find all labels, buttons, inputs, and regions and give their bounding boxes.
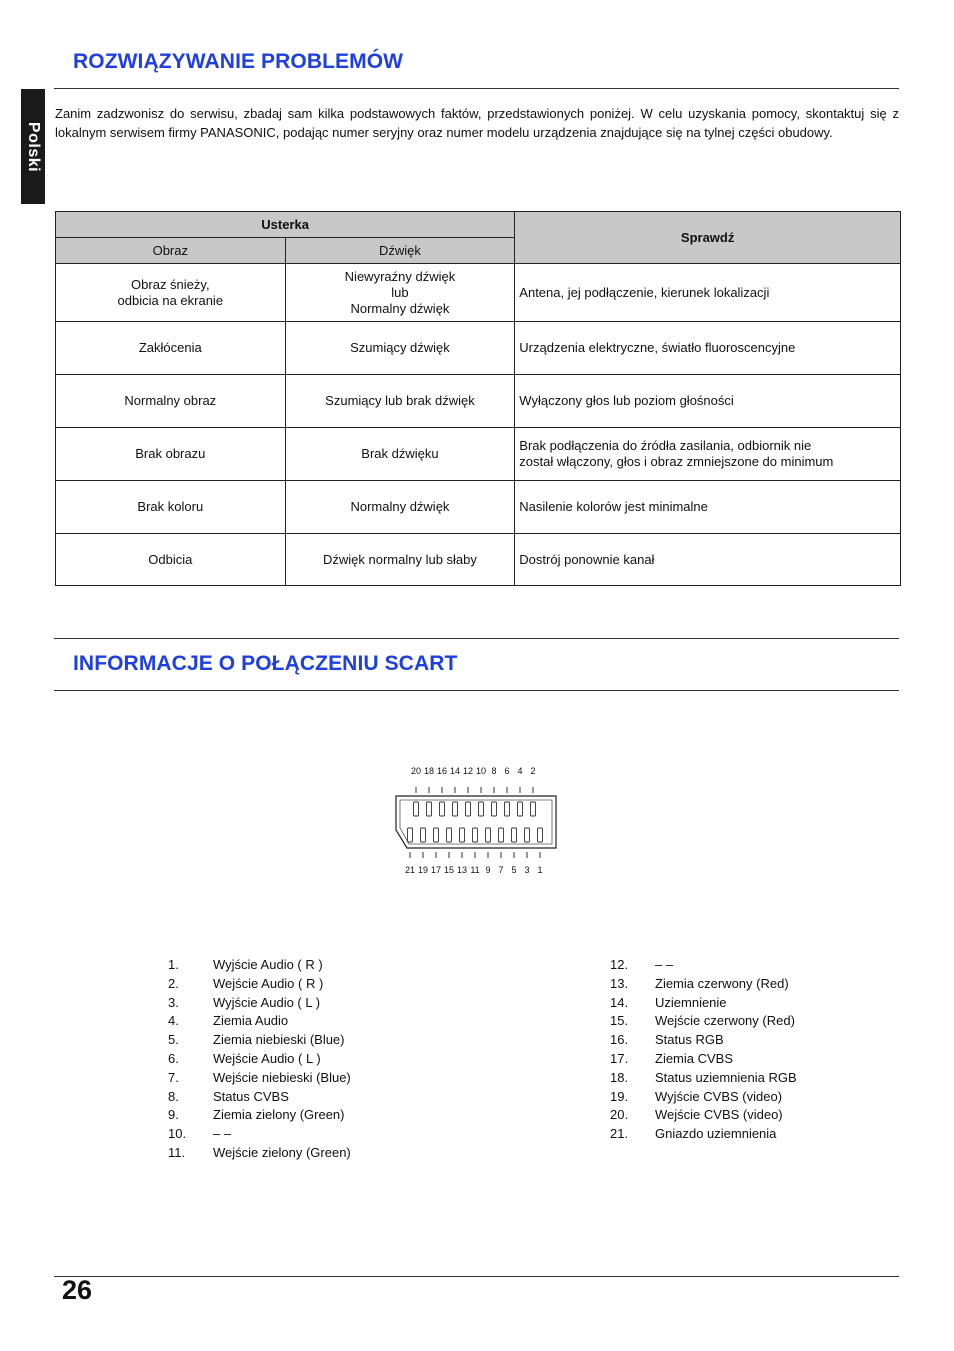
pin-list-right xyxy=(610,956,797,1144)
header-sound: Dźwięk xyxy=(285,238,515,264)
pin-contact-top xyxy=(492,802,497,816)
pin-contact-bottom xyxy=(525,828,530,842)
page-number: 26 xyxy=(62,1275,93,1305)
pin-label: Wejście zielony (Green) xyxy=(213,1144,351,1160)
pin-number: 14. xyxy=(610,994,629,1010)
pin-number: 16. xyxy=(610,1032,629,1048)
pin-contact-bottom xyxy=(499,828,504,842)
pin-contact-bottom xyxy=(434,828,439,842)
pin-contact-top xyxy=(479,802,484,816)
list-item xyxy=(168,975,351,994)
pin-label-bottom: 5 xyxy=(511,865,517,875)
pin-label-bottom: 13 xyxy=(456,865,468,875)
pin-label: Wyjście Audio ( R ) xyxy=(213,957,323,972)
pin-label: Wejście niebieski (Blue) xyxy=(213,1069,351,1085)
heading-rule-2 xyxy=(54,690,899,691)
pin-number: 20. xyxy=(610,1107,629,1123)
pin-contact-top xyxy=(440,802,445,816)
troubleshooting-heading: ROZWIĄZYWANIE PROBLEMÓW xyxy=(73,50,404,73)
pin-label: Ziemia czerwony (Red) xyxy=(655,975,789,991)
pin-label-top: 18 xyxy=(423,766,435,776)
pin-contact-top xyxy=(505,802,510,816)
pin-contact-bottom xyxy=(486,828,491,842)
pin-number: 7. xyxy=(168,1069,179,1085)
table-row xyxy=(56,428,901,481)
pin-label: Wyjście CVBS (video) xyxy=(655,1088,783,1104)
pin-label-top: 4 xyxy=(517,766,523,776)
header-fault: Usterka xyxy=(56,212,515,238)
pin-number: 19. xyxy=(610,1088,629,1104)
list-item xyxy=(610,994,797,1013)
scart-connector-diagram xyxy=(395,760,565,882)
header-check: Sprawdź xyxy=(515,212,901,264)
pin-label: Ziemia niebieski (Blue) xyxy=(213,1032,345,1048)
cell-sound: Dźwięk normalny lub słaby xyxy=(285,534,515,586)
pin-label-top: 10 xyxy=(475,766,487,776)
list-item xyxy=(610,1069,797,1088)
pin-number: 6. xyxy=(168,1050,179,1066)
pin-label: Wejście czerwony (Red) xyxy=(655,1013,795,1029)
pin-number: 15. xyxy=(610,1013,629,1029)
table-row xyxy=(56,534,901,586)
cell-sound: Normalny dźwięk xyxy=(285,481,515,534)
pin-label-bottom: 19 xyxy=(417,865,429,875)
header-picture: Obraz xyxy=(56,238,286,264)
list-item xyxy=(168,1106,351,1125)
pin-label-bottom: 7 xyxy=(498,865,504,875)
pin-label-bottom: 15 xyxy=(443,865,455,875)
list-item xyxy=(610,975,797,994)
cell-check: Nasilenie kolorów jest minimalne xyxy=(515,481,901,534)
pin-number: 17. xyxy=(610,1050,629,1066)
cell-check: Brak podłączenia do źródła zasilania, odbiornik nie został włączony, głos i obraz zmniejszone do minimum xyxy=(515,428,901,481)
list-item xyxy=(168,994,351,1013)
pin-number: 21. xyxy=(610,1126,629,1142)
cell-picture: Normalny obraz xyxy=(56,375,286,428)
scart-outline xyxy=(396,796,556,848)
pin-contact-bottom xyxy=(408,828,413,842)
pin-number: 12. xyxy=(610,957,629,972)
list-item xyxy=(168,1069,351,1088)
pin-label: Gniazdo uziemnienia xyxy=(655,1126,777,1142)
pin-label-bottom: 3 xyxy=(524,865,530,875)
pin-label: Wyjście Audio ( L ) xyxy=(213,994,321,1010)
cell-picture: Odbicia xyxy=(56,534,286,586)
cell-check: Wyłączony głos lub poziom głośności xyxy=(515,375,901,428)
pin-label-bottom: 11 xyxy=(470,865,480,875)
cell-picture: Brak koloru xyxy=(56,481,286,534)
language-tab-label: Polski xyxy=(25,121,42,172)
cell-picture: Zakłócenia xyxy=(56,322,286,375)
pin-number: 10. xyxy=(168,1126,187,1142)
list-item xyxy=(610,1012,797,1031)
list-item xyxy=(168,1012,351,1031)
pin-number: 2. xyxy=(168,975,179,991)
scart-heading: INFORMACJE O POŁĄCZENIU SCART xyxy=(73,652,458,675)
pin-number: 8. xyxy=(168,1088,179,1104)
pin-contact-bottom xyxy=(447,828,452,842)
intro-paragraph: Zanim zadzwonisz do serwisu, zbadaj sam kilka podstawowych faktów, przedstawionych poniżej. W celu uzyskania pomocy, skontaktuj się z lokalnym serwisem firmy PANASONIC, podając numer seryjny oraz numer modelu urządzenia znajdujące się na tylnej części obudowy. xyxy=(55,106,899,140)
pin-contact-top xyxy=(531,802,536,816)
pin-contact-top xyxy=(518,802,523,816)
pin-contact-top xyxy=(466,802,471,816)
pin-label-top: 8 xyxy=(491,766,497,776)
pin-label-bottom: 1 xyxy=(537,865,543,875)
list-item xyxy=(168,956,351,975)
cell-picture: Brak obrazu xyxy=(56,428,286,481)
pin-number: 9. xyxy=(168,1107,179,1123)
pin-number: 13. xyxy=(610,975,629,991)
cell-sound: Brak dźwięku xyxy=(285,428,515,481)
pin-label: Ziemia CVBS xyxy=(655,1050,734,1066)
pin-contact-bottom xyxy=(460,828,465,842)
list-item xyxy=(610,1106,797,1125)
list-item xyxy=(168,1050,351,1069)
list-item xyxy=(610,1050,797,1069)
cell-check: Antena, jej podłączenie, kierunek lokalizacji xyxy=(515,264,901,322)
table-row xyxy=(56,264,901,322)
pin-label-top: 6 xyxy=(504,766,510,776)
pin-label: Status CVBS xyxy=(213,1088,289,1104)
pin-number: 4. xyxy=(168,1013,179,1029)
list-item xyxy=(610,1031,797,1050)
list-item xyxy=(610,956,797,975)
list-item xyxy=(168,1144,351,1163)
pin-label: Wejście Audio ( R ) xyxy=(213,975,324,991)
cell-sound: Szumiący lub brak dźwięk xyxy=(285,375,515,428)
pin-label: Ziemia zielony (Green) xyxy=(213,1107,345,1123)
pin-label-top: 20 xyxy=(410,766,422,776)
list-item xyxy=(168,1088,351,1107)
pin-contact-bottom xyxy=(538,828,543,842)
cell-sound: Szumiący dźwięk xyxy=(285,322,515,375)
cell-sound: Niewyraźny dźwięk lub Normalny dźwięk xyxy=(285,264,515,322)
pin-label-bottom: 21 xyxy=(404,865,416,875)
table-row xyxy=(56,481,901,534)
pin-label: Status RGB xyxy=(655,1032,724,1048)
pin-label: Wejście CVBS (video) xyxy=(655,1107,783,1123)
pin-number: 5. xyxy=(168,1032,179,1048)
table-row xyxy=(56,375,901,428)
pin-label-top: 12 xyxy=(462,766,474,776)
pin-label-top: 2 xyxy=(530,766,536,776)
table-row xyxy=(56,322,901,375)
pin-label: – – xyxy=(213,1126,232,1142)
list-item xyxy=(168,1031,351,1050)
pin-list-left xyxy=(168,956,351,1163)
list-item xyxy=(168,1125,351,1144)
pin-number: 18. xyxy=(610,1069,629,1085)
heading-rule-1 xyxy=(54,88,899,89)
pin-contact-top xyxy=(414,802,419,816)
pin-label: Wejście Audio ( L ) xyxy=(213,1050,321,1066)
list-item xyxy=(610,1125,797,1144)
pin-label-bottom: 17 xyxy=(430,865,442,875)
pin-contact-top xyxy=(453,802,458,816)
pin-label: Status uziemnienia RGB xyxy=(655,1069,797,1085)
pin-contact-top xyxy=(427,802,432,816)
pin-label: Uziemnienie xyxy=(655,994,727,1010)
pin-label: – – xyxy=(655,957,674,972)
pin-contact-bottom xyxy=(421,828,426,842)
pin-label: Ziemia Audio xyxy=(213,1013,289,1029)
pin-label-bottom: 9 xyxy=(485,865,491,875)
language-tab xyxy=(21,89,45,204)
cell-picture: Obraz śnieży, odbicia na ekranie xyxy=(56,264,286,322)
pin-label-top: 14 xyxy=(449,766,461,776)
pin-contact-bottom xyxy=(512,828,517,842)
cell-check: Urządzenia elektryczne, światło fluoroscencyjne xyxy=(515,322,901,375)
pin-number: 3. xyxy=(168,994,179,1010)
pin-number: 11. xyxy=(168,1144,186,1160)
pin-number: 1. xyxy=(168,957,179,972)
section-rule-top xyxy=(54,638,899,639)
footer-rule xyxy=(54,1276,899,1277)
pin-label-top: 16 xyxy=(436,766,448,776)
troubleshooting-table xyxy=(55,211,901,586)
cell-check: Dostrój ponownie kanał xyxy=(515,534,901,586)
pin-contact-bottom xyxy=(473,828,478,842)
list-item xyxy=(610,1088,797,1107)
